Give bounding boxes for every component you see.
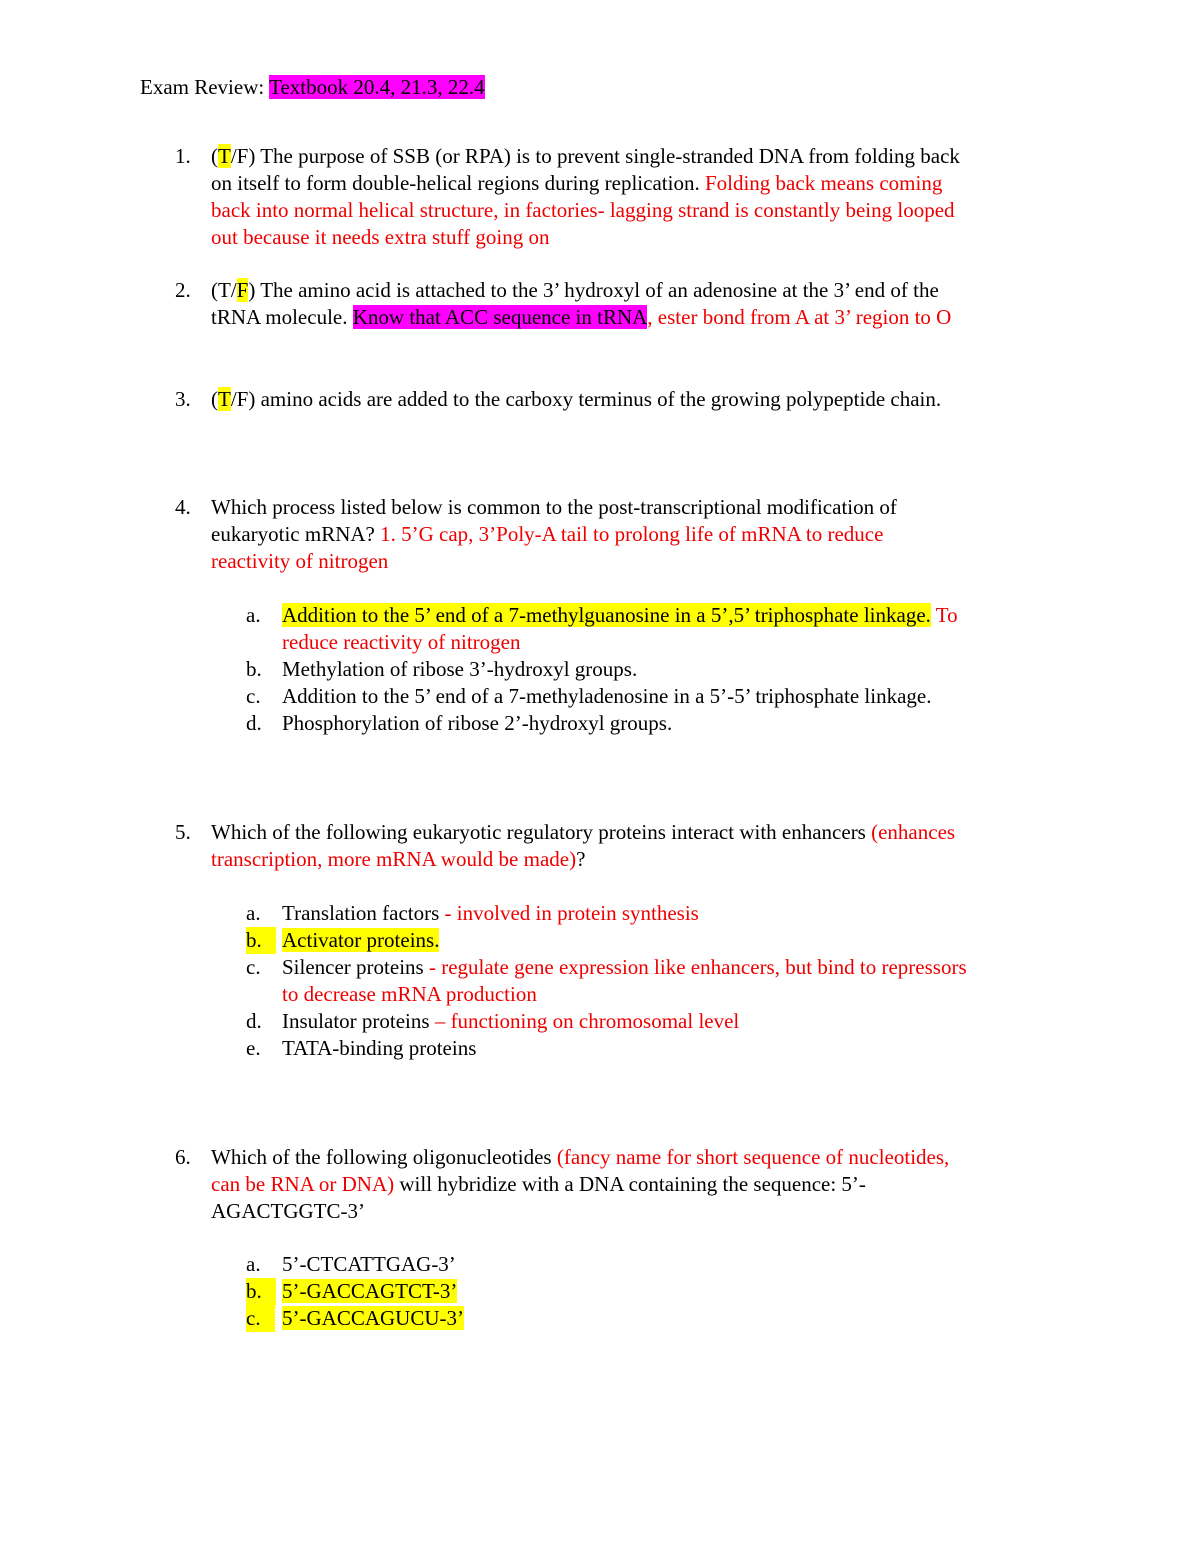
- option-letter: c.: [246, 955, 261, 979]
- body-text: Which process listed below is common to the post-transcriptional modification of: [211, 495, 897, 519]
- question-number: 3.: [175, 387, 191, 411]
- text-line: [282, 1305, 464, 1332]
- body-text: Methylation of ribose 3’-hydroxyl groups.: [282, 657, 638, 681]
- text-line: [282, 900, 699, 927]
- text-line: [282, 710, 672, 737]
- body-text: ?: [576, 847, 586, 871]
- body-text: tRNA molecule.: [211, 305, 353, 329]
- text-line: [282, 981, 537, 1008]
- text-line: [282, 1251, 456, 1278]
- header-prefix: Exam Review:: [140, 75, 270, 99]
- body-text: Phosphorylation of ribose 2’-hydroxyl groups.: [282, 711, 673, 735]
- annotation-text: , ester bond from A at 3’ region to O: [647, 305, 952, 329]
- text-line: [211, 143, 960, 170]
- annotation-text: (enhances: [871, 820, 956, 844]
- body-text: Addition to the 5’ end of a 7-methyladenosine in a 5’-5’ triphosphate linkage.: [282, 684, 932, 708]
- body-text: Insulator proteins: [282, 1009, 435, 1033]
- body-text: /F) amino acids are added to the carboxy terminus of the growing polypeptide chain.: [230, 387, 942, 411]
- body-text: /F) The purpose of SSB (or RPA) is to prevent single-stranded DNA from folding back: [230, 144, 960, 168]
- highlighted-text: Activator proteins.: [282, 928, 440, 952]
- annotation-text: transcription, more mRNA would be made): [211, 847, 577, 871]
- body-text: on itself to form double-helical regions during replication.: [211, 171, 705, 195]
- text-line: [211, 304, 951, 331]
- annotation-text: - regulate gene expression like enhancers, but bind to repressors: [428, 955, 967, 979]
- highlighted-text: 5’-GACCAGUCU-3’: [282, 1306, 464, 1330]
- body-text: TATA-binding proteins: [282, 1036, 477, 1060]
- question-number: 6.: [175, 1145, 191, 1169]
- text-line: [211, 819, 955, 846]
- question-number: 4.: [175, 495, 191, 519]
- text-line: [211, 277, 939, 304]
- highlighted-text: T: [218, 144, 231, 168]
- annotation-text: 1. 5’G cap, 3’Poly-A tail to prolong life of mRNA to reduce: [380, 522, 884, 546]
- text-line: [282, 602, 958, 629]
- body-text: (: [211, 144, 218, 168]
- text-line: [211, 386, 941, 413]
- text-line: [211, 1171, 866, 1198]
- highlighted-text: F: [236, 278, 249, 302]
- body-text: ) The amino acid is attached to the 3’ hydroxyl of an adenosine at the 3’ end of the: [248, 278, 939, 302]
- option-letter: b.: [246, 927, 276, 954]
- annotation-text: reactivity of nitrogen: [211, 549, 389, 573]
- annotation-text: To: [930, 603, 958, 627]
- highlighted-text: T: [218, 387, 231, 411]
- text-line: [282, 927, 439, 954]
- body-text: Silencer proteins: [282, 955, 429, 979]
- body-text: AGACTGGTC-3’: [211, 1199, 365, 1223]
- body-text: (T/: [211, 278, 237, 302]
- text-line: [211, 170, 942, 197]
- body-text: Translation factors: [282, 901, 445, 925]
- option-letter: d.: [246, 711, 262, 735]
- option-letter: e.: [246, 1036, 261, 1060]
- text-line: [211, 548, 388, 575]
- text-line: [211, 224, 549, 251]
- body-text: eukaryotic mRNA?: [211, 522, 381, 546]
- text-line: [282, 683, 931, 710]
- annotation-text: reduce reactivity of nitrogen: [282, 630, 521, 654]
- body-text: Which of the following oligonucleotides: [211, 1145, 557, 1169]
- header-highlight: Textbook 20.4, 21.3, 22.4: [269, 75, 485, 99]
- body-text: will hybridize with a DNA containing the sequence: 5’-: [394, 1172, 866, 1196]
- annotation-text: - involved in protein synthesis: [444, 901, 699, 925]
- body-text: 5’-CTCATTGAG-3’: [282, 1252, 456, 1276]
- option-letter: a.: [246, 901, 261, 925]
- text-line: [282, 1035, 476, 1062]
- text-line: [282, 1008, 739, 1035]
- text-line: [211, 494, 897, 521]
- text-line: [211, 1144, 949, 1171]
- highlighted-text: Know that ACC sequence in tRNA: [352, 305, 648, 329]
- text-line: [282, 656, 637, 683]
- option-letter: c.: [246, 684, 261, 708]
- annotation-text: to decrease mRNA production: [282, 982, 537, 1006]
- highlighted-text: 5’-GACCAGTCT-3’: [282, 1279, 458, 1303]
- option-letter: b.: [246, 657, 262, 681]
- body-text: Which of the following eukaryotic regulatory proteins interact with enhancers: [211, 820, 872, 844]
- text-line: [211, 846, 585, 873]
- text-line: [211, 521, 883, 548]
- question-number: 2.: [175, 278, 191, 302]
- option-letter: b.: [246, 1278, 276, 1305]
- option-letter: a.: [246, 1252, 261, 1276]
- annotation-text: Folding back means coming: [704, 171, 943, 195]
- annotation-text: out because it needs extra stuff going on: [211, 225, 550, 249]
- annotation-text: back into normal helical structure, in factories- lagging strand is constantly being looped: [211, 198, 955, 222]
- text-line: [211, 1198, 365, 1225]
- annotation-text: – functioning on chromosomal level: [434, 1009, 740, 1033]
- question-number: 1.: [175, 144, 191, 168]
- option-letter: d.: [246, 1009, 262, 1033]
- option-letter: a.: [246, 603, 261, 627]
- document-header: [140, 74, 485, 101]
- text-line: [282, 954, 967, 981]
- text-line: [211, 197, 955, 224]
- question-number: 5.: [175, 820, 191, 844]
- annotation-text: can be RNA or DNA): [211, 1172, 395, 1196]
- text-line: [282, 629, 520, 656]
- option-letter: c.: [246, 1305, 275, 1332]
- highlighted-text: Addition to the 5’ end of a 7-methylguanosine in a 5’,5’ triphosphate linkage.: [282, 603, 931, 627]
- text-line: [282, 1278, 457, 1305]
- annotation-text: (fancy name for short sequence of nucleotides,: [556, 1145, 950, 1169]
- body-text: (: [211, 387, 218, 411]
